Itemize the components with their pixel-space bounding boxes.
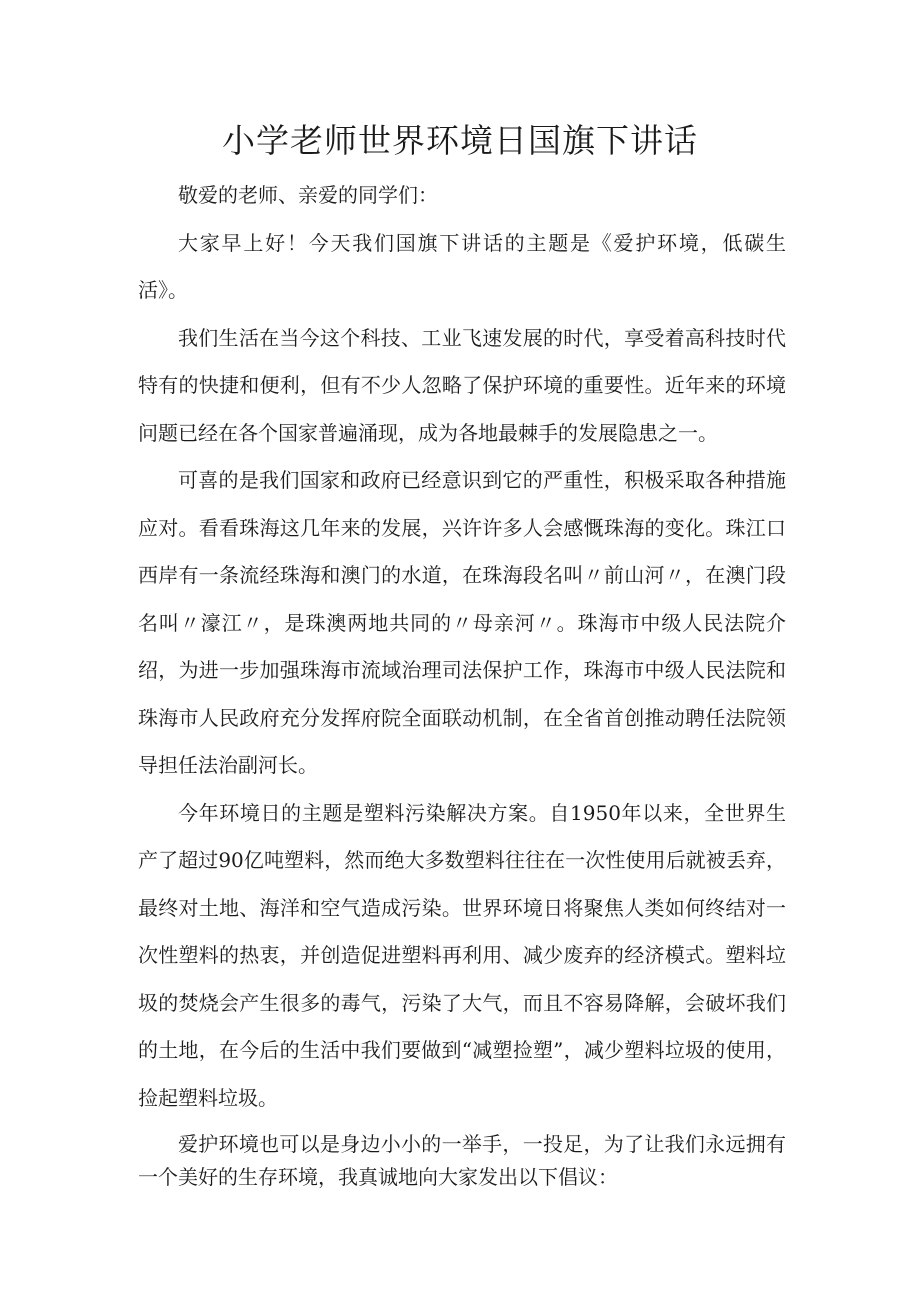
greeting-paragraph: 大家早上好！今天我们国旗下讲话的主题是《爱护环境，低碳生活》。 xyxy=(138,230,786,302)
body-paragraph: 我们生活在当今这个科技、工业飞速发展的时代，享受着高科技时代特有的快捷和便利，但有不少人忽略了保护环境的重要性。近年来的环境问题已经在各个国家普遍涌现，成为各地最棘手的发展隐患之一。 xyxy=(138,325,786,445)
document-body xyxy=(138,172,786,1194)
body-paragraph: 今年环境日的主题是塑料污染解决方案。自1950年以来，全世界生产了超过90亿吨塑料，然而绝大多数塑料往往在一次性使用后就被丢弃，最终对土地、海洋和空气造成污染。世界环境日将聚焦人类如何终结对一次性塑料的热衷，并创造促进塑料再利用、减少废弃的经济模式。塑料垃圾的焚烧会产生很多的毒气，污染了大气，而且不容易降解，会破坏我们的土地，在今后的生活中我们要做到“减塑捡塑”，减少塑料垃圾的使用，捡起塑料垃圾。 xyxy=(138,800,786,1110)
document-title: 小学老师世界环境日国旗下讲话 xyxy=(222,121,698,160)
proposal-paragraph: 爱护环境也可以是身边小小的一举手，一投足，为了让我们永远拥有一个美好的生存环境，我真诚地向大家发出以下倡议： xyxy=(138,1132,786,1189)
salutation-paragraph: 敬爱的老师、亲爱的同学们： xyxy=(178,183,438,207)
body-paragraph: 可喜的是我们国家和政府已经意识到它的严重性，积极采取各种措施应对。看看珠海这几年来的发展，兴许许多人会感慨珠海的变化。珠江口西岸有一条流经珠海和澳门的水道，在珠海段名叫〃前山河〃，在澳门段名叫〃濠江〃，是珠澳两地共同的〃母亲河〃。珠海市中级人民法院介绍，为进一步加强珠海市流域治理司法保护工作，珠海市中级人民法院和珠海市人民政府充分发挥府院全面联动机制，在全省首创推动聘任法院领导担任法治副河长。 xyxy=(138,468,786,777)
